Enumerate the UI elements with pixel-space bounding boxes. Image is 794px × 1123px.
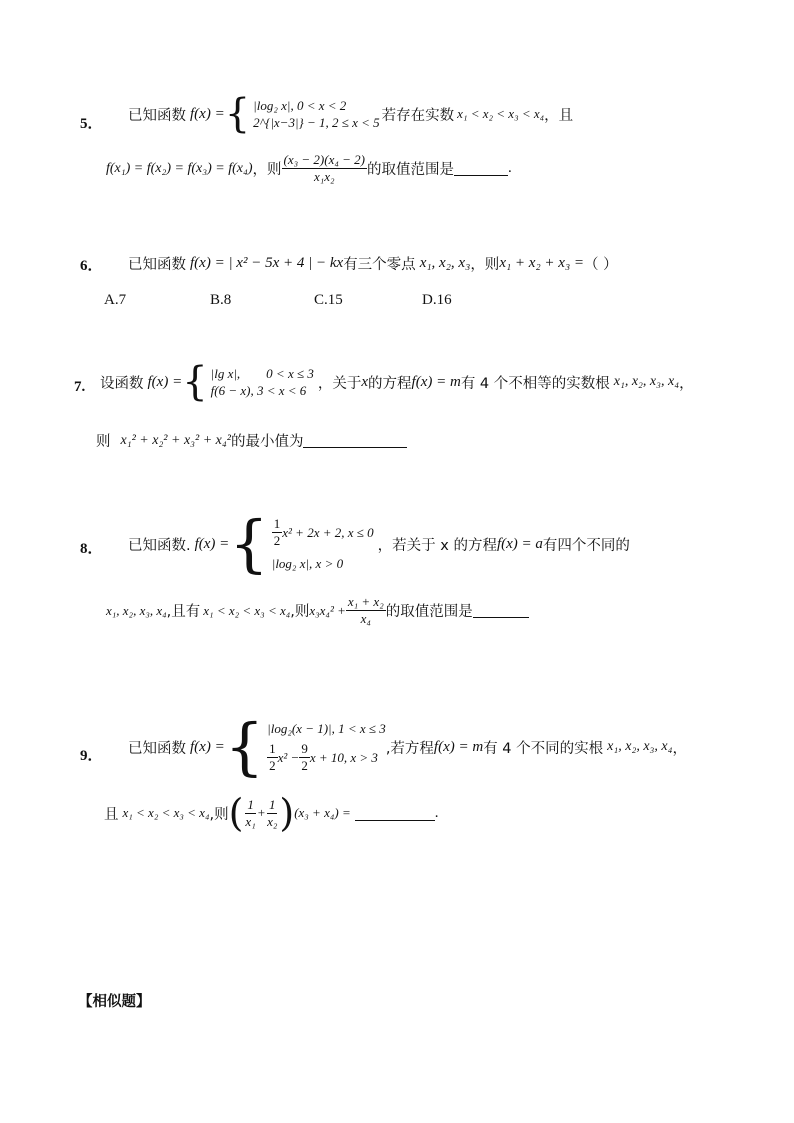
- problem-7-case-1: |lg x|, 0 < x ≤ 3: [210, 366, 314, 381]
- problem-5-func: f(x) =: [190, 105, 225, 122]
- problem-7-answer-blank[interactable]: [303, 433, 407, 448]
- problem-5-line-2: [106, 152, 512, 185]
- problem-5-then: ，则: [252, 162, 282, 178]
- problem-5-ask: 的取值范围是: [366, 162, 454, 178]
- problem-7-line-1: [100, 359, 694, 405]
- problem-6-answer-paren[interactable]: （ ）: [584, 257, 618, 273]
- problem-5-equality: f(x₁) = f(x₂) = f(x₃) = f(x₄): [106, 160, 253, 176]
- problem-7-roots: x₁, x₂, x₃, x₄: [613, 374, 680, 389]
- problem-7-line-2-pre: 则: [96, 434, 111, 450]
- problem-9-case-2: $\frac{1}{2}$ x² − $\frac{9}{2}$ x + 10, x > 3: [269, 741, 378, 773]
- problem-7-func: f(x) =: [147, 373, 183, 390]
- problem-5-intro: 已知函数: [128, 107, 186, 124]
- problem-5-case-1: |log₂ x|, 0 < x < 2: [253, 98, 347, 113]
- problem-6-option-c[interactable]: C.15: [314, 292, 343, 308]
- problem-7-mid-2: 的方程: [368, 375, 412, 392]
- problem-8-mid-1: ，若关于 x 的方程: [377, 537, 497, 554]
- problem-8-func: f(x) =: [194, 535, 230, 552]
- problem-6-intro: 已知函数: [128, 257, 186, 273]
- problem-6-line-1: [128, 253, 618, 274]
- problem-8-fraction: [346, 594, 386, 627]
- problem-6-vars: x₁, x₂, x₃: [419, 255, 471, 271]
- problem-8-case-1: $\frac{1}{2}$ x² + 2x + 2, x ≤ 0: [273, 516, 374, 548]
- problem-9-tail: (x₃ + x₄) =: [294, 805, 351, 820]
- problem-5-case-2: 2^{|x−3|} − 1, 2 ≤ x < 5: [253, 115, 380, 130]
- problem-8-answer-blank[interactable]: [473, 603, 529, 618]
- problem-7-comma: ，: [679, 375, 694, 392]
- problem-8-then: ,则: [290, 604, 310, 620]
- problem-9-end: .: [434, 804, 439, 821]
- problem-9-mid-2: 有 4 个不同的实根: [483, 740, 604, 757]
- problem-8-line-2: [106, 594, 529, 627]
- problem-9-piecewise: [224, 710, 386, 783]
- problem-9-case-1: |log₂(x − 1)|, 1 < x ≤ 3: [267, 721, 386, 736]
- problem-9-term-2: $\frac{1}{\text{x₂}}$: [267, 796, 278, 829]
- problem-5-fraction: [282, 152, 367, 185]
- problem-5-mid: 若存在实数: [381, 107, 455, 124]
- problem-5-answer-blank[interactable]: [454, 161, 508, 176]
- problem-9-func: f(x) =: [190, 738, 225, 755]
- left-paren-icon: (: [228, 791, 244, 835]
- problem-9-then: ,则: [209, 806, 229, 823]
- problem-8-mid-2: 有四个不同的: [542, 537, 630, 554]
- problem-7-mid-3: 有 4 个不相等的实数根: [460, 375, 610, 392]
- problem-6-number: 6．: [80, 258, 103, 274]
- problem-5-fraction-denominator: x₁x₂: [313, 169, 335, 184]
- brace-icon: {: [224, 710, 265, 783]
- problem-9-equation: f(x) = m: [433, 738, 484, 755]
- problem-7-line-2: [96, 430, 407, 451]
- problem-6-option-b[interactable]: B.8: [210, 292, 232, 308]
- problem-7-expression: x₁² + x₂² + x₃² + x₄²: [120, 432, 231, 448]
- right-paren-icon: ): [279, 791, 295, 835]
- problem-5-piecewise: [224, 91, 380, 137]
- problem-9-roots: x₁, x₂, x₃, x₄: [607, 739, 673, 754]
- problem-8-inequality: x₁ < x₂ < x₃ < x₄: [203, 602, 291, 618]
- problem-5-line-1: [128, 91, 574, 137]
- problem-9-term-1: $\frac{1}{\text{x₁}}$: [245, 796, 256, 829]
- brace-icon: {: [229, 507, 269, 580]
- problem-6-then: ，则: [470, 257, 500, 273]
- problem-8-piecewise: [229, 507, 374, 580]
- problem-8-case-2: |log₂ x|, x > 0: [271, 556, 344, 571]
- problem-7-piecewise: [182, 359, 314, 405]
- problem-8-vars: x₁, x₂, x₃, x₄: [106, 602, 167, 618]
- problem-9-inequality: x₁ < x₂ < x₃ < x₄: [122, 805, 210, 820]
- problem-8-fraction-numerator: x₁ + x₂: [347, 594, 384, 609]
- problem-7-case-2: f(6 − x), 3 < x < 6: [210, 383, 307, 398]
- problem-8-equation: f(x) = a: [496, 535, 543, 552]
- problem-5-fraction-numerator: (x₃ − 2)(x₄ − 2): [283, 152, 365, 167]
- section-heading-similar: 【相似题】: [78, 994, 151, 1010]
- problem-9-line-2: [104, 791, 439, 835]
- problem-6-mid: 有三个零点: [343, 257, 416, 273]
- problem-9-number: 9．: [80, 748, 103, 764]
- problem-8-number: 8．: [80, 541, 103, 557]
- problem-6-option-a[interactable]: A.7: [104, 292, 127, 308]
- problem-9-line-2-pre: 且: [104, 806, 119, 823]
- problem-5-inequality: x₁ < x₂ < x₃ < x₄: [457, 106, 545, 121]
- problem-7-intro: 设函数: [100, 375, 144, 392]
- problem-8-cond-pre: ,且有: [166, 604, 201, 620]
- problem-9-comma: ，: [672, 740, 687, 757]
- problem-5-number: 5．: [80, 116, 103, 132]
- problem-8-expression: x₃x₄² +: [309, 602, 346, 618]
- problem-9-line-1: [128, 710, 687, 783]
- problem-9-answer-blank[interactable]: [355, 806, 435, 821]
- problem-8-ask: 的取值范围是: [385, 604, 473, 620]
- brace-icon: {: [182, 359, 208, 405]
- problem-9-intro: 已知函数: [128, 740, 186, 757]
- problem-6-option-d[interactable]: D.16: [422, 292, 452, 308]
- problem-6-func: f(x) = | x² − 5x + 4 | − kx: [190, 255, 344, 271]
- problem-8-intro: 已知函数.: [128, 537, 191, 554]
- problem-9-plus: +: [257, 805, 266, 820]
- problem-6-sum: x₁ + x₂ + x₃ =: [499, 255, 585, 271]
- brace-icon: {: [224, 91, 251, 137]
- problem-7-equation: f(x) = m: [411, 373, 461, 390]
- problem-5-end: .: [507, 160, 512, 176]
- problem-7-ask: 的最小值为: [230, 434, 304, 450]
- problem-8-line-1: [128, 507, 630, 580]
- problem-8-fraction-denominator: x₄: [360, 611, 371, 626]
- problem-9-mid-1: ,若方程: [385, 740, 434, 757]
- problem-7-mid-1: ，关于: [317, 375, 362, 392]
- problem-7-number: 7.: [74, 379, 86, 395]
- problem-7-x: x: [361, 373, 369, 390]
- problem-5-tail: ，且: [544, 107, 574, 124]
